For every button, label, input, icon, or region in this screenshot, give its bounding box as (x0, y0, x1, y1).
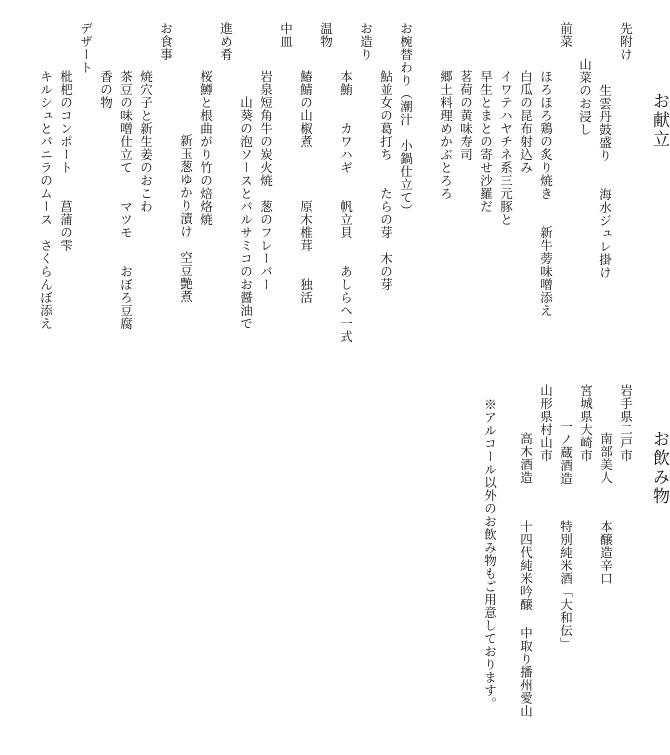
oshokuji-item-2: 茶豆の味噌仕立て マツモ おぼろ豆腐 (118, 70, 134, 330)
drink-3-brewer: 高木酒造 (518, 432, 534, 484)
chuzara-heading: 中皿 (278, 22, 294, 48)
drink-1-sake: 本醸造辛口 (598, 520, 614, 585)
zensai-item-3: イワテハヤチネ系三元豚と (498, 70, 514, 226)
onmotsu-heading: 温物 (318, 22, 334, 48)
drink-2-sake: 特別純米酒「大和伝」 (558, 520, 574, 650)
susumebachi-item-1: 桜鱒と根曲がり竹の焙烙焼 (198, 70, 214, 226)
drink-2-brewer: 一ノ蔵酒造 (558, 420, 574, 485)
susumebachi-item-2: 新玉葱ゆかり漬け 空豆艶煮 (178, 134, 194, 303)
sakizuke-heading: 先附け (618, 22, 634, 61)
zensai-item-1: ほろほろ鶏の炙り焼き 新牛蒡味噌添え (538, 70, 554, 317)
drinks-title: お飲み物 (649, 430, 669, 506)
drink-1-region: 岩手県二戸市 (618, 384, 634, 462)
oshokuji-heading: お食事 (158, 22, 174, 61)
zensai-item-4: 早生とまとの寄せ沙羅だ (478, 70, 494, 213)
owanegawari-heading: お椀替わり（潮汁 小鍋仕立て） (398, 22, 414, 217)
zensai-heading: 前菜 (558, 22, 574, 48)
oshokuji-item-3: 香の物 (98, 70, 114, 109)
drink-3-sake: 十四代純米吟醸 中取り播州愛山 (518, 520, 534, 718)
owanegawari-item-1: 鮎並女の葛打ち たらの芽 木の芽 (378, 70, 394, 291)
onmotsu-item-1: 鰆鯖の山椒煮 原木椎茸 独活 (298, 70, 314, 304)
dessert-item-1: 枇杷のコンポート 菖蒲の雫 (58, 70, 74, 252)
drink-3-region: 山形県村山市 (538, 384, 554, 462)
otsukuri-item-1: 本鮪 カワハギ 帆立貝 あしらへ一式 (338, 70, 354, 343)
sakizuke-item-2: 山菜のお浸し (577, 58, 593, 136)
sakizuke-item-1: 生雲丹鼓盛り 海水ジュレ掛け (597, 84, 613, 279)
drink-2-region: 宮城県大崎市 (578, 384, 594, 462)
zensai-item-2: 白瓜の昆布射込み (518, 70, 534, 174)
dessert-heading: デザート (78, 22, 94, 74)
zensai-item-6: 郷土料理めかぶとろろ (438, 70, 454, 200)
menu-title: お献立 (649, 92, 669, 149)
susumebachi-heading: 進め肴 (218, 22, 234, 61)
oshokuji-item-1: 焼穴子と新生姜のおこわ (138, 70, 154, 213)
otsukuri-heading: お造り (358, 22, 374, 61)
chuzara-item-2: 山葵の泡ソースとバルサミコのお醤油で (238, 96, 254, 330)
dessert-item-2: キルシュとバニラのムース さくらんぼ添え (38, 70, 54, 330)
chuzara-item-1: 岩泉短角牛の炭火焼 葱のフレーバー (258, 70, 274, 291)
zensai-item-5: 茗荷の黄味寿司 (458, 70, 474, 161)
drinks-note: ※アルコール以外のお飲み物もご用意しております。 (482, 398, 498, 710)
drink-1-brewer: 南部美人 (598, 432, 614, 484)
